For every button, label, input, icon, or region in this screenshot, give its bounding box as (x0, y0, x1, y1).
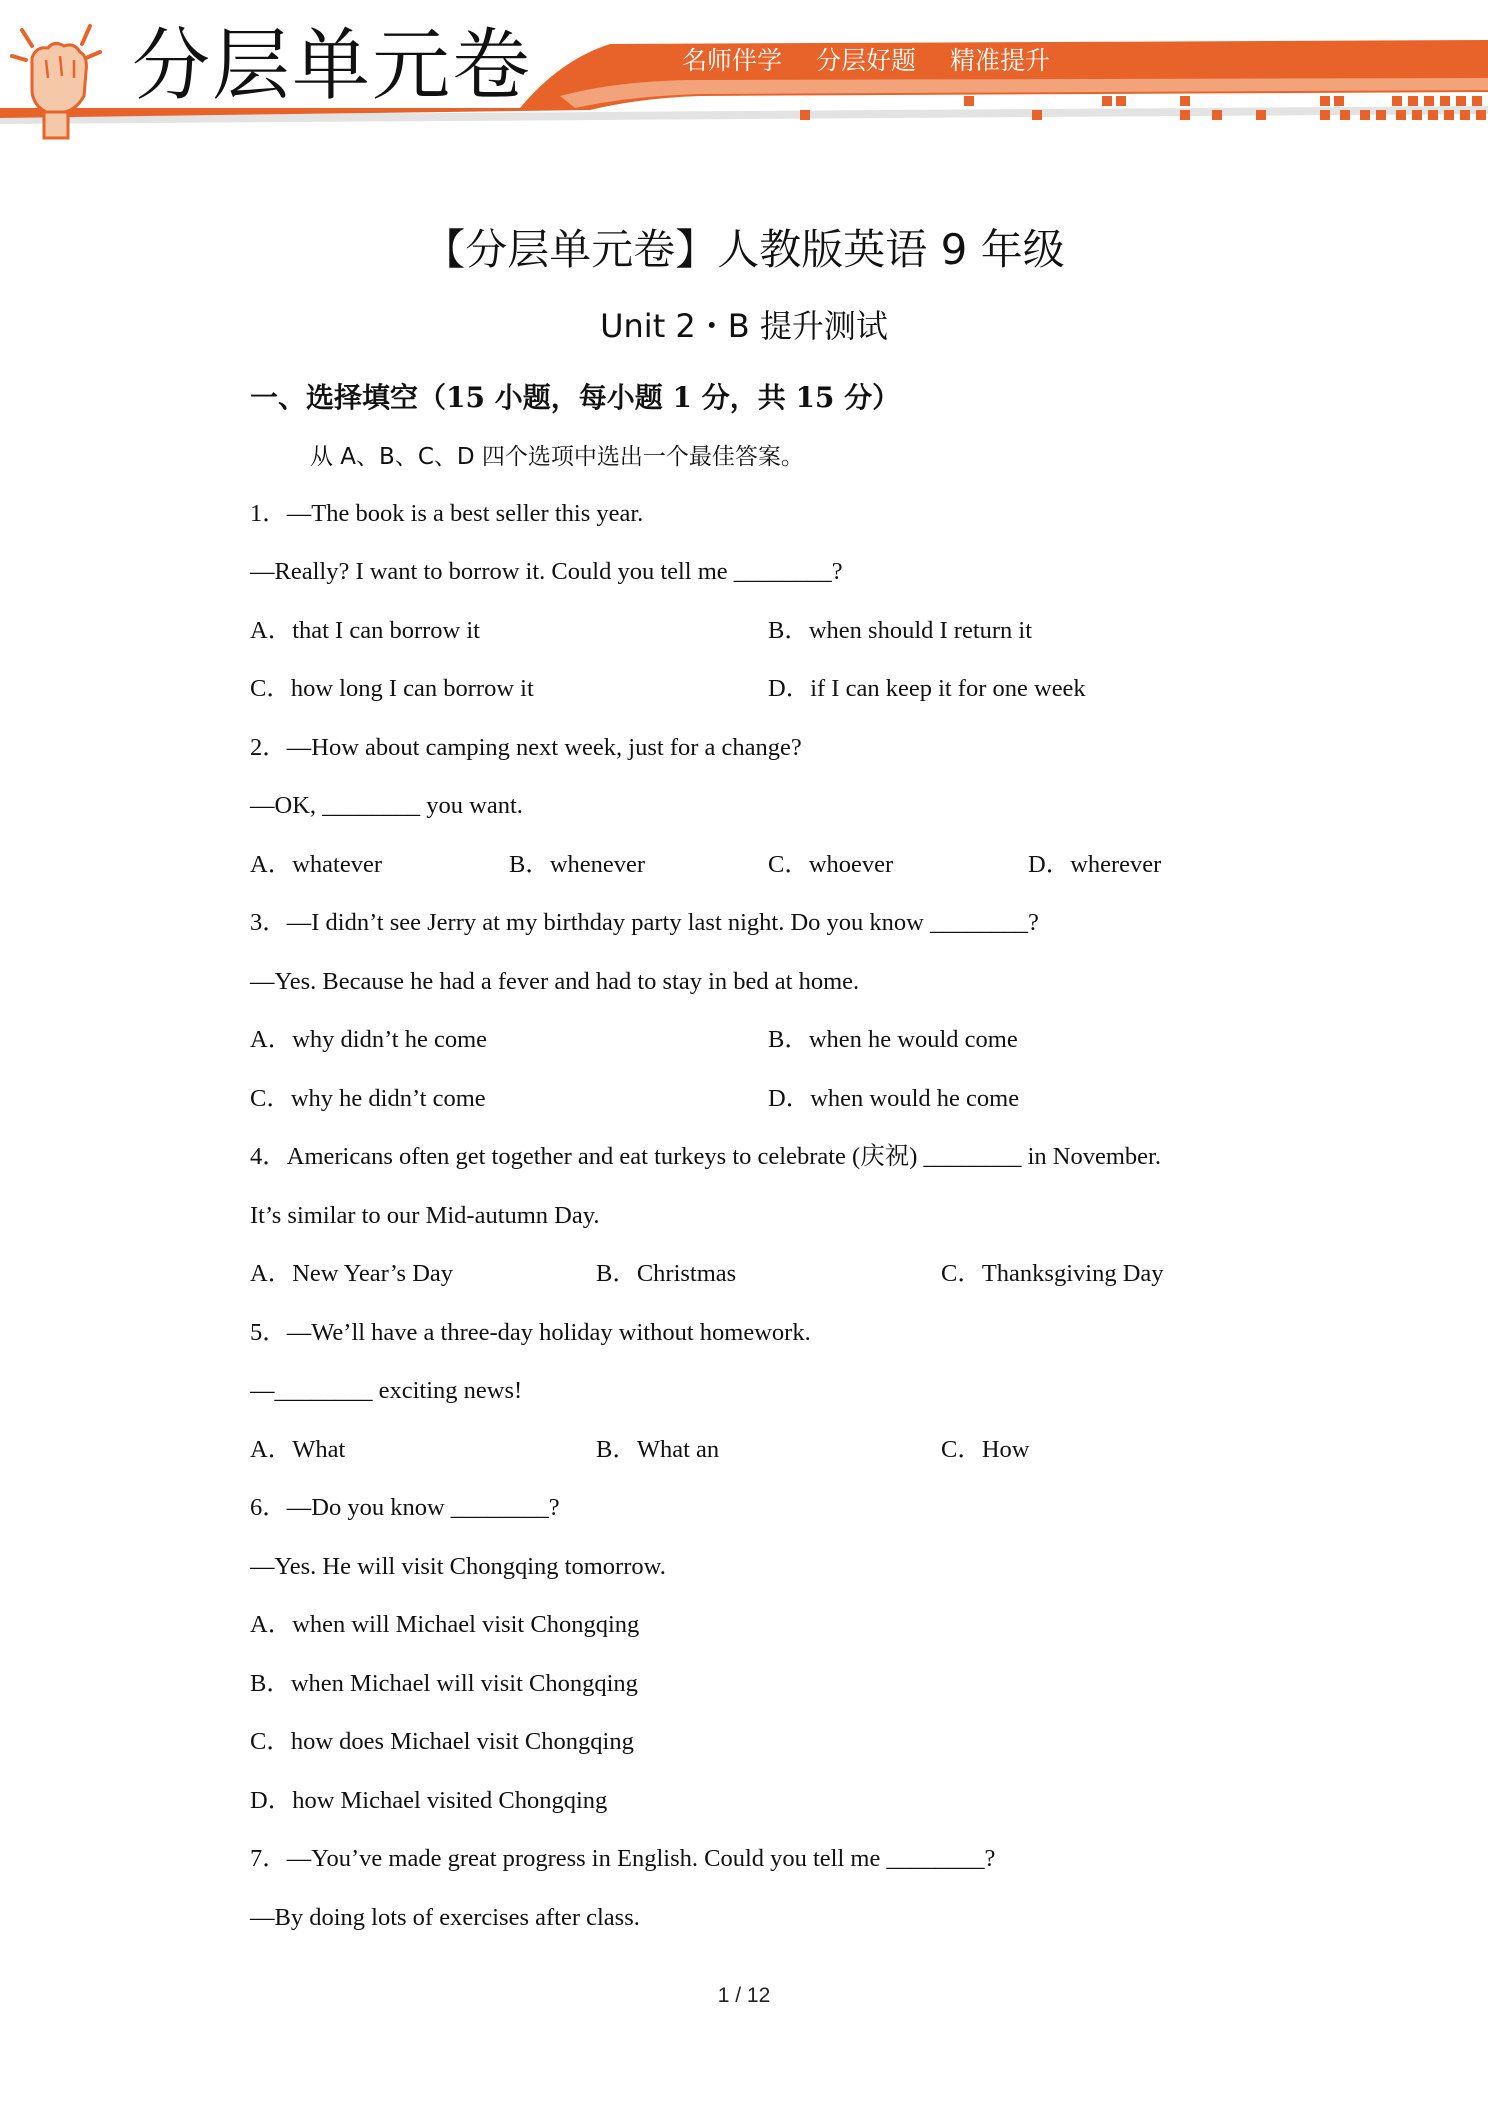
question-2-option-b[interactable]: B．whenever (509, 851, 646, 878)
question-6-option-d[interactable]: D．how Michael visited Chongqing (250, 1787, 608, 1814)
question-2-option-a[interactable]: A．whatever (250, 851, 382, 878)
page-subtitle: Unit 2・B 提升测试 (600, 307, 888, 345)
question-1-option-b[interactable]: B．when should I return it (768, 617, 1033, 644)
header-banner (0, 0, 1488, 150)
section-heading: 一、选择填空（15 小题，每小题 1 分，共 15 分） (250, 381, 901, 414)
question-5-reply: —________ exciting news! (250, 1377, 523, 1404)
question-1-stem: 1．—The book is a best seller this year. (250, 500, 644, 527)
page-title: 【分层单元卷】人教版英语 9 年级 (423, 225, 1065, 274)
question-3-option-d[interactable]: D．when would he come (768, 1085, 1020, 1112)
question-1-reply: —Really? I want to borrow it. Could you tell me ________? (250, 558, 843, 585)
brand-slogans (682, 44, 1076, 78)
question-7-stem: 7．—You’ve made great progress in English. Could you tell me ________? (250, 1845, 996, 1872)
slogan-1: 名师伴学 (682, 46, 783, 75)
question-5-option-b[interactable]: B．What an (596, 1436, 720, 1463)
question-3-stem: 3．—I didn’t see Jerry at my birthday party last night. Do you know ________? (250, 909, 1039, 936)
question-6-stem: 6．—Do you know ________? (250, 1494, 560, 1521)
question-1-option-a[interactable]: A．that I can borrow it (250, 617, 480, 644)
question-3-option-b[interactable]: B．when he would come (768, 1026, 1018, 1053)
question-6-option-b[interactable]: B．when Michael will visit Chongqing (250, 1670, 638, 1697)
question-3-option-c[interactable]: C．why he didn’t come (250, 1085, 486, 1112)
question-5-stem: 5．—We’ll have a three-day holiday without homework. (250, 1319, 811, 1346)
question-6-reply: —Yes. He will visit Chongqing tomorrow. (250, 1553, 666, 1580)
question-7-reply: —By doing lots of exercises after class. (250, 1904, 640, 1931)
question-4-option-a[interactable]: A．New Year’s Day (250, 1260, 454, 1287)
question-2-option-d[interactable]: D．wherever (1028, 851, 1162, 878)
question-3-option-a[interactable]: A．why didn’t he come (250, 1026, 488, 1053)
question-5-option-c[interactable]: C．How (941, 1436, 1030, 1463)
brand-title: 分层单元卷 (132, 21, 533, 111)
raised-fist-icon (6, 16, 106, 142)
question-1-option-d[interactable]: D．if I can keep it for one week (768, 675, 1086, 702)
slogan-2: 分层好题 (815, 46, 916, 75)
question-2-option-c[interactable]: C．whoever (768, 851, 894, 878)
question-2-reply: —OK, ________ you want. (250, 792, 523, 819)
question-2-stem: 2．—How about camping next week, just for a change? (250, 734, 802, 761)
question-1-option-c[interactable]: C．how long I can borrow it (250, 675, 534, 702)
question-4-option-b[interactable]: B．Christmas (596, 1260, 737, 1287)
slogan-3: 精准提升 (949, 46, 1050, 75)
question-6-option-a[interactable]: A．when will Michael visit Chongqing (250, 1611, 640, 1638)
question-4-stem-continued: It’s similar to our Mid-autumn Day. (250, 1202, 600, 1229)
question-5-option-a[interactable]: A．What (250, 1436, 346, 1463)
question-3-reply: —Yes. Because he had a fever and had to stay in bed at home. (250, 968, 860, 995)
question-4-stem: 4．Americans often get together and eat turkeys to celebrate (庆祝) ________ in November. (250, 1143, 1161, 1170)
question-6-option-c[interactable]: C．how does Michael visit Chongqing (250, 1728, 634, 1755)
page-number: 1 / 12 (717, 1984, 771, 2007)
instruction-text: 从 A、B、C、D 四个选项中选出一个最佳答案。 (310, 444, 804, 470)
question-4-option-c[interactable]: C．Thanksgiving Day (941, 1260, 1164, 1287)
